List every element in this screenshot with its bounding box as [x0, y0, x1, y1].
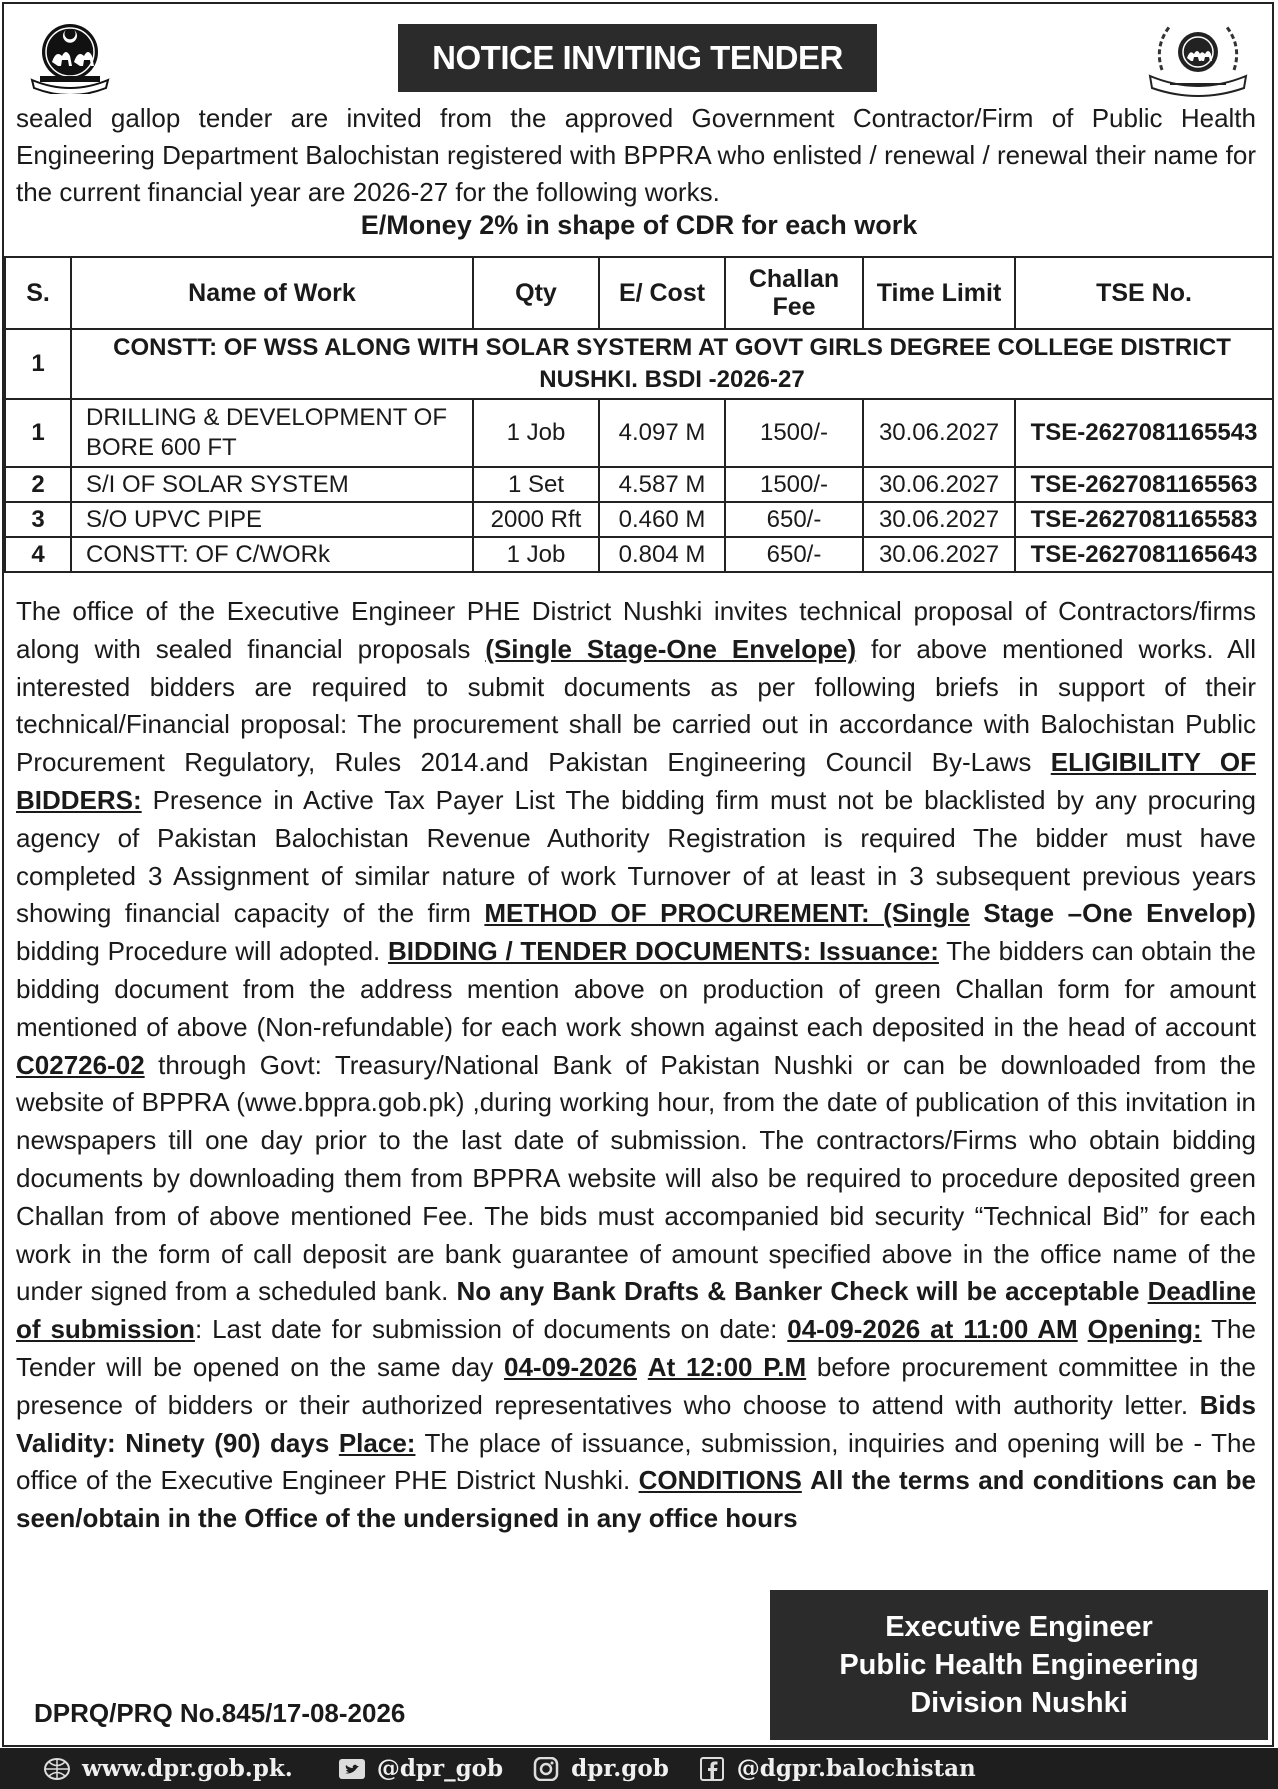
table-group-row [5, 329, 1273, 399]
table-row [5, 502, 1273, 537]
row-cost: 4.097 M [599, 399, 725, 467]
row-time: 30.06.2027 [863, 502, 1015, 537]
validity-text: Bids Validity: Ninety (90) days [16, 1389, 1256, 1458]
table-header-row [5, 257, 1273, 329]
conditions-text: All the terms and conditions can be seen/obtain in the Office of the undersigned in any office hours [16, 1465, 1256, 1534]
header-cost: E/ Cost [599, 257, 725, 329]
row-s: 1 [5, 399, 71, 467]
row-name: CONSTT: OF C/WORk [71, 537, 473, 572]
signature-line-2: Public Health Engineering [839, 1649, 1199, 1681]
table-row [5, 399, 1273, 467]
body-text: The bidders can obtain the bidding document from the address mention above on production of green Challan form for amount mentioned of above (Non-refundable) for each work shown against each deposited in the head of account [16, 936, 1256, 1042]
row-name: S/O UPVC PIPE [71, 502, 473, 537]
body-text: for above mentioned works. All interested bidders are required to submit documents as per following briefs in support of their technical/Financial proposal: The procurement shall be carried out in accordance with Balochistan Public Procurement Regulatory, Rules 2014.and Pakistan Engineering Council By-Laws [16, 633, 1256, 778]
twitter-handle: @dpr_gob [376, 1755, 504, 1782]
conditions-heading: CONDITIONS [638, 1465, 802, 1496]
single-stage-text: (Single Stage-One Envelope) [485, 633, 857, 664]
method-heading: METHOD OF PROCUREMENT: (Single [484, 898, 970, 929]
instagram-handle: dpr.gob [571, 1755, 669, 1782]
row-qty: 1 Set [473, 467, 599, 502]
deadline-date: 04-09-2026 at 11:00 AM [787, 1314, 1078, 1345]
signature-block [770, 1590, 1268, 1740]
body-text: bidding Procedure will adopted. [16, 936, 381, 967]
row-s: 3 [5, 502, 71, 537]
row-fee: 1500/- [725, 467, 863, 502]
group-s: 1 [5, 329, 71, 399]
footer-instagram[interactable] [529, 1755, 669, 1782]
account-code: C02726-02 [16, 1049, 145, 1080]
row-time: 30.06.2027 [863, 537, 1015, 572]
row-s: 2 [5, 467, 71, 502]
body-text: through Govt: Treasury/National Bank of Pakistan Nushki or can be downloaded from the website of BPPRA (wwe.bppra.gob.pk) ,during working hour, from the date of publication of this invitation in newspapers till one day prior to the last date of submission. The contractors/Firms who obtain bidding documents by downloading them from BPPRA website will also be required to procedure deposited green Challan from of above mentioned Fee. The bids must accompanied bid security “Technical Bid” for each work in the form of call deposit are bank guarantee of amount specified above in the office name of the under signed from a scheduled bank. [16, 1049, 1256, 1307]
body-text: : Last date for submission of documents on date: [194, 1314, 778, 1345]
signature-line-3: Division Nushki [910, 1687, 1128, 1719]
row-qty: 2000 Rft [473, 502, 599, 537]
footer-twitter[interactable] [335, 1755, 503, 1782]
footer-facebook[interactable] [695, 1755, 976, 1782]
facebook-icon [695, 1756, 729, 1782]
header-name: Name of Work [71, 257, 473, 329]
eligibility-heading: ELIGIBILITY OF BIDDERS: [16, 747, 1256, 815]
group-name: CONSTT: OF WSS ALONG WITH SOLAR SYSTERM AT GOVT GIRLS DEGREE COLLEGE DISTRICT NUSHKI. BSDI -2026-27 [71, 329, 1273, 399]
footer-website[interactable] [40, 1755, 293, 1782]
facebook-handle: @dgpr.balochistan [736, 1755, 976, 1782]
row-cost: 4.587 M [599, 467, 725, 502]
instagram-icon [529, 1756, 563, 1782]
body-text: The place of issuance, submission, inquiries and opening will be - The office of the Executive Engineer PHE District Nushki. [16, 1427, 1256, 1496]
row-tse: TSE-2627081165583 [1015, 502, 1273, 537]
tender-body-text [16, 593, 1256, 1538]
row-tse: TSE-2627081165643 [1015, 537, 1273, 572]
header-tse: TSE No. [1015, 257, 1273, 329]
reference-number: DPRQ/PRQ No.845/17-08-2026 [34, 1698, 406, 1728]
row-fee: 650/- [725, 502, 863, 537]
opening-heading: Opening: [1087, 1314, 1202, 1345]
row-time: 30.06.2027 [863, 399, 1015, 467]
works-table [4, 256, 1274, 573]
government-seal-icon [1140, 16, 1256, 98]
row-fee: 650/- [725, 537, 863, 572]
header-fee: Challan Fee [725, 257, 863, 329]
table-row [5, 467, 1273, 502]
intro-paragraph: sealed gallop tender are invited from the approved Government Contractor/Firm of Public Health Engineering Department Balochistan registered with BPPRA who enlisted / renewal / renewal their name for the current financial year are 2026-27 for the following works. [16, 103, 1256, 207]
opening-date: 04-09-2026 [504, 1351, 638, 1382]
header-s: S. [5, 257, 71, 329]
row-name: DRILLING & DEVELOPMENT OF BORE 600 FT [71, 399, 473, 467]
body-text: Presence in Active Tax Payer List The bidding firm must not be blacklisted by any procuring agency of Pakistan Balochistan Revenue Authority Registration is required The bidder must have completed 3 Assignment of similar nature of work Turnover of at least in 3 subsequent previous years showing financial capacity of the firm [16, 784, 1256, 929]
row-time: 30.06.2027 [863, 467, 1015, 502]
row-s: 4 [5, 537, 71, 572]
header-qty: Qty [473, 257, 599, 329]
globe-icon [40, 1756, 74, 1782]
deadline-heading: Deadline of submission [16, 1276, 1256, 1345]
body-text: before procurement committee in the presence of bidders or their authorized representatives who choose to attend with authority letter. [16, 1351, 1256, 1420]
row-cost: 0.460 M [599, 502, 725, 537]
row-cost: 0.804 M [599, 537, 725, 572]
row-qty: 1 Job [473, 399, 599, 467]
no-drafts-text: No any Bank Drafts & Banker Check will be acceptable [456, 1276, 1140, 1307]
signature-line-1: Executive Engineer [885, 1611, 1153, 1643]
emoney-heading: E/Money 2% in shape of CDR for each work [360, 210, 918, 240]
header-time: Time Limit [863, 257, 1015, 329]
row-fee: 1500/- [725, 399, 863, 467]
row-tse: TSE-2627081165563 [1015, 467, 1273, 502]
body-text: The Tender will be opened on the same day [16, 1314, 1256, 1382]
twitter-icon [335, 1756, 369, 1782]
row-name: S/I OF SOLAR SYSTEM [71, 467, 473, 502]
website-text: www.dpr.gob.pk. [82, 1755, 293, 1782]
row-qty: 1 Job [473, 537, 599, 572]
body-text: The office of the Executive Engineer PHE District Nushki invites technical proposal of Contractors/firms along with sealed financial proposals [16, 596, 1256, 664]
table-row [5, 537, 1273, 572]
balochistan-emblem-icon [22, 18, 118, 94]
page-title: NOTICE INVITING TENDER [398, 24, 877, 92]
method-rest: Stage –One Envelop) [983, 898, 1256, 929]
bidding-docs-heading: BIDDING / TENDER DOCUMENTS: Issuance: [387, 936, 939, 967]
row-tse: TSE-2627081165543 [1015, 399, 1273, 467]
footer-bar [0, 1748, 1278, 1789]
place-heading: Place: [338, 1427, 416, 1458]
opening-time: At 12:00 P.M [647, 1351, 807, 1382]
